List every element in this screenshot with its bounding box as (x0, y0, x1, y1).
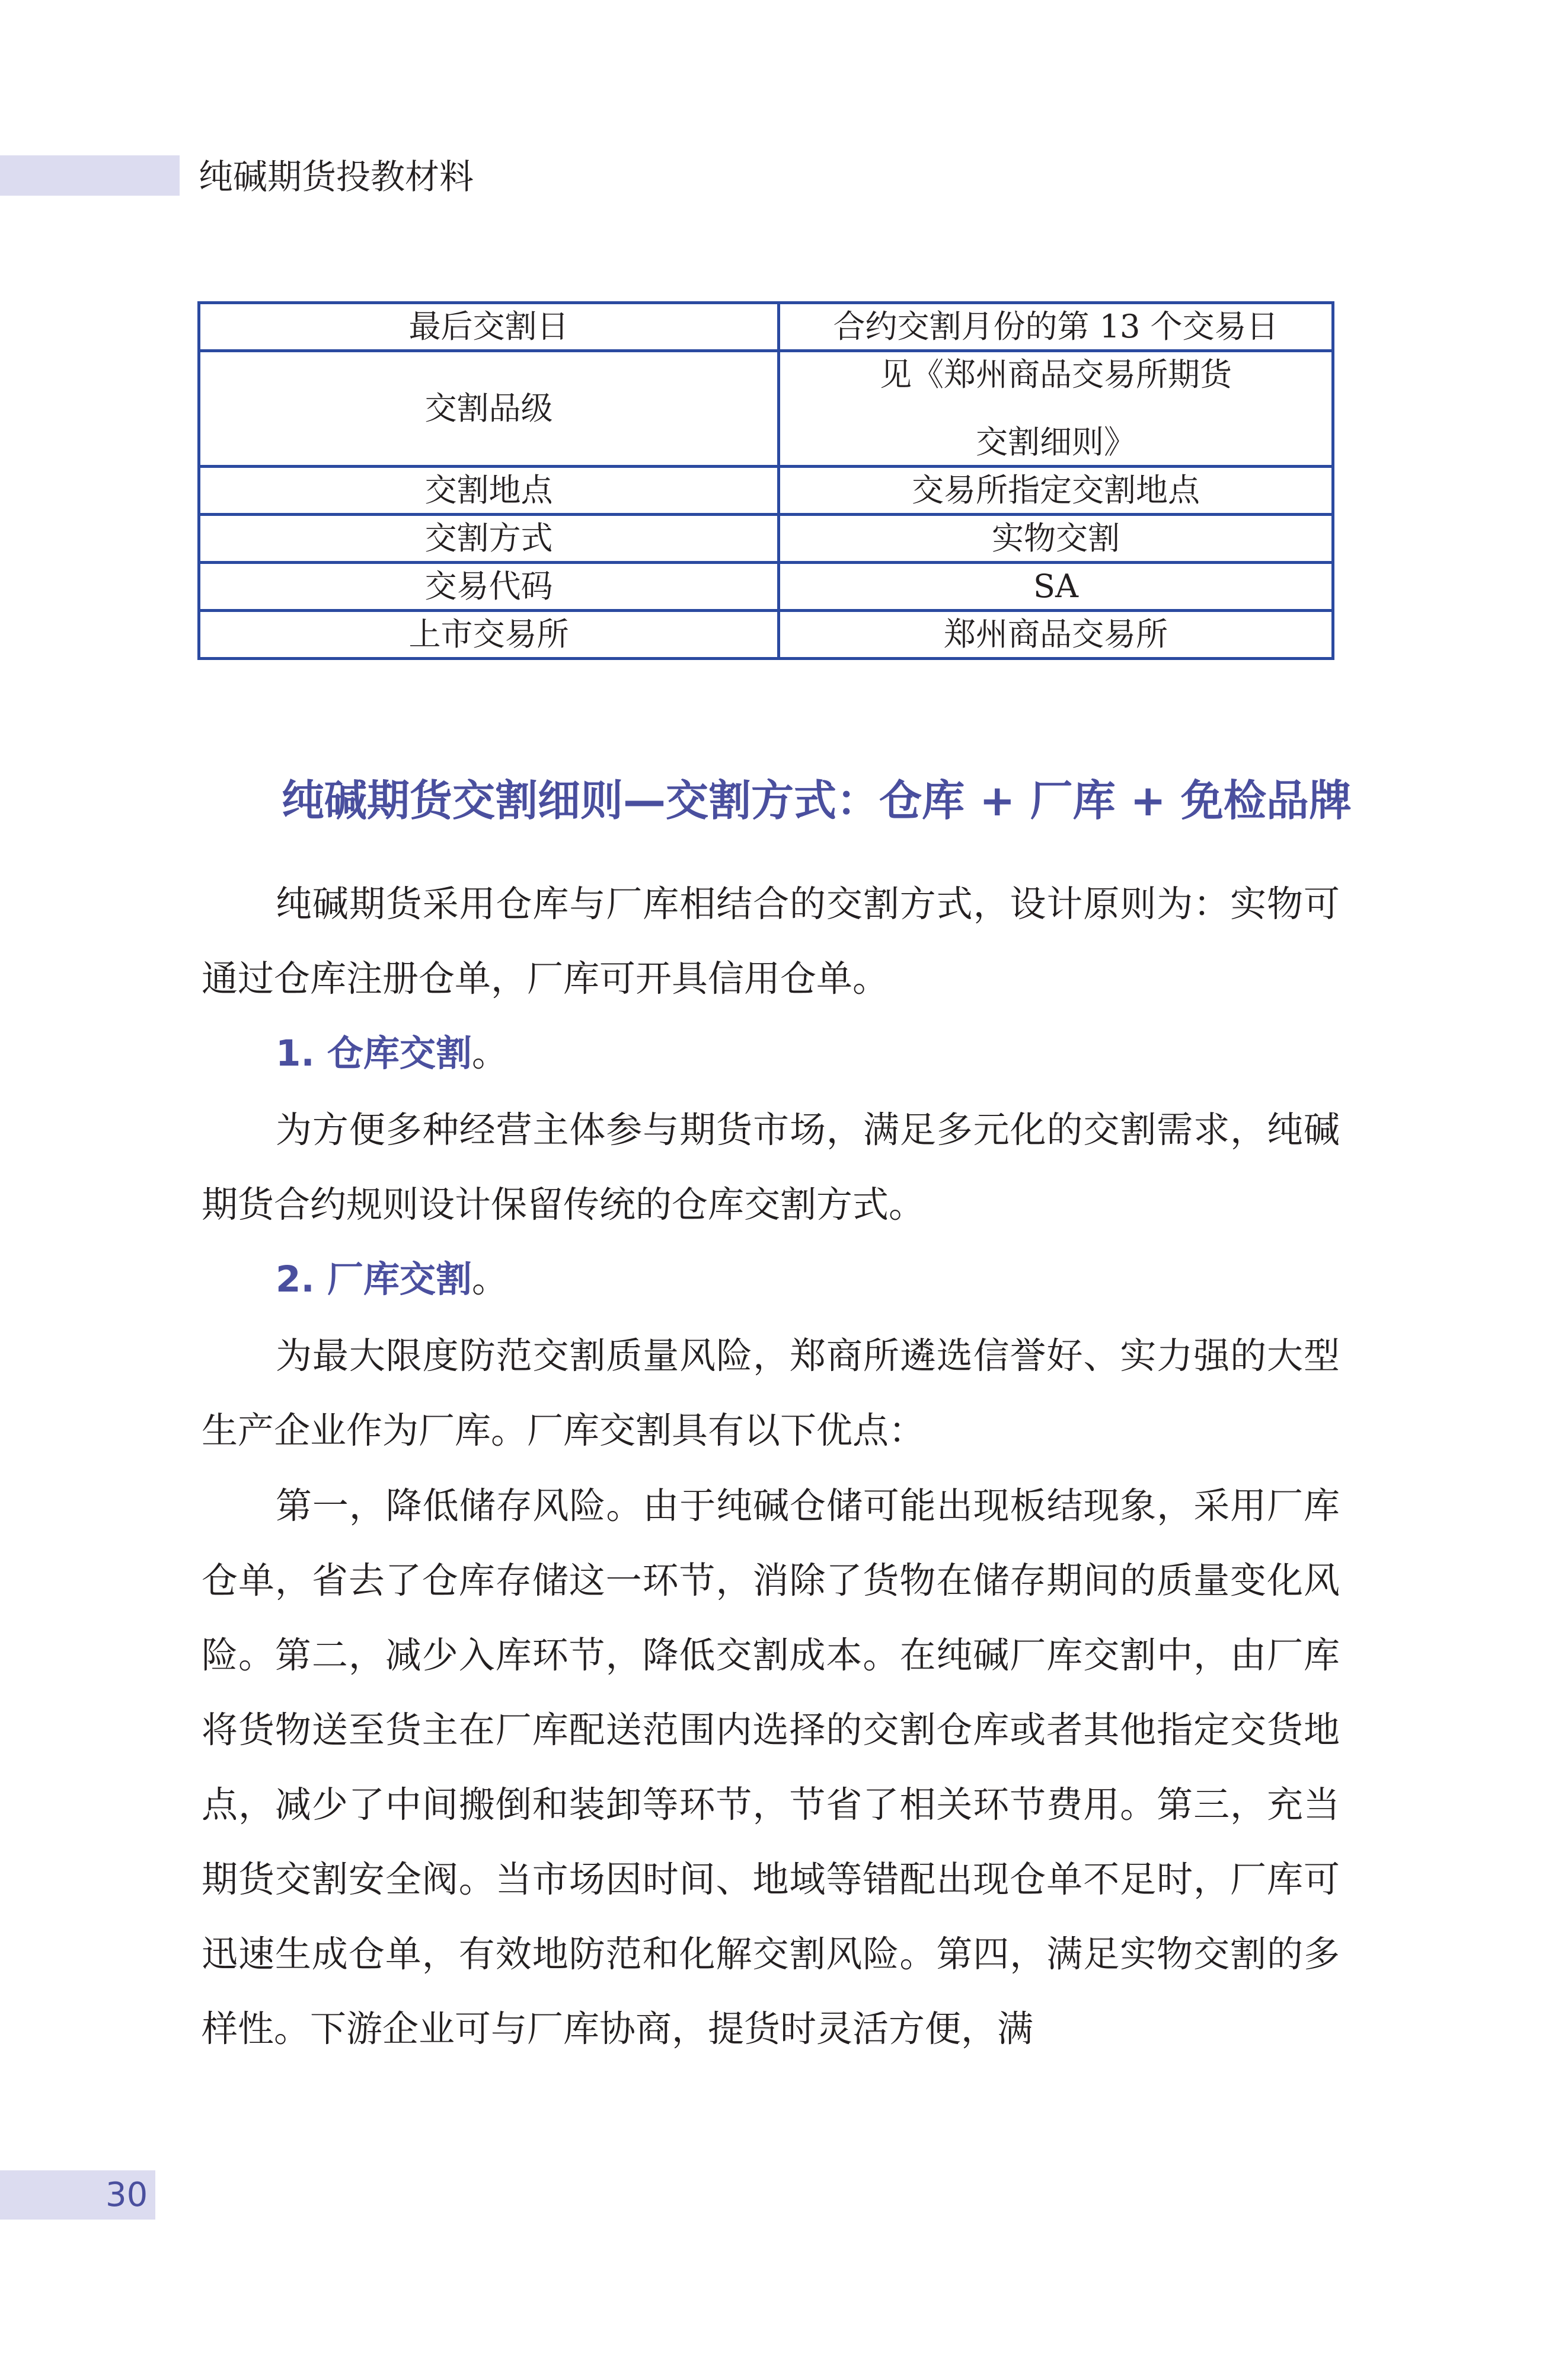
subheading-text: 2. 厂库交割 (276, 1258, 472, 1300)
table-cell-value-line: 交割细则》 (976, 423, 1136, 461)
table-cell-spacer (786, 397, 1326, 420)
table-cell-key: 交割地点 (199, 467, 779, 515)
subheading-warehouse-delivery (276, 1024, 508, 1083)
document-header-title: 纯碱期货投教材料 (199, 157, 474, 197)
subheading-text: 1. 仓库交割 (276, 1032, 472, 1075)
table-cell-value: 实物交割 (779, 515, 1333, 563)
table-row (199, 351, 1333, 467)
contract-spec-table (197, 301, 1334, 660)
subheading-punctuation: 。 (471, 1032, 508, 1075)
advantages-paragraph: 第一，降低储存风险。由于纯碱仓储可能出现板结现象，采用厂库仓单，省去了仓库存储这一环节，消除了货物在储存期间的质量变化风险。第二，减少入库环节，降低交割成本。在纯碱厂库交割中，由厂库将货物送至货主在厂库配送范围内选择的交割仓库或者其他指定交货地点，减少了中间搬倒和装卸等环节，节省了相关环节费用。第三，充当期货交割安全阀。当市场因时间、地域等错配出现仓单不足时，厂库可迅速生成仓单，有效地防范和化解交割风险。第四，满足实物交割的多样性。下游企业可与厂库协商，提货时灵活方便，满 (202, 1485, 1340, 2050)
table-row (199, 303, 1333, 351)
warehouse-paragraph: 为方便多种经营主体参与期货市场，满足多元化的交割需求，纯碱期货合约规则设计保留传统的仓库交割方式。 (202, 1109, 1340, 1226)
factory-paragraph: 为最大限度防范交割质量风险，郑商所遴选信誉好、实力强的大型生产企业作为厂库。厂库交割具有以下优点： (202, 1335, 1340, 1452)
table-cell-key: 交割方式 (199, 515, 779, 563)
table-row (199, 563, 1333, 611)
page-number: 30 (106, 2176, 148, 2214)
table-cell-value-line: 见《郑州商品交易所期货 (880, 356, 1232, 393)
subheading-punctuation: 。 (471, 1258, 508, 1300)
table-cell-value: 郑州商品交易所 (779, 611, 1333, 659)
table-cell-key: 交易代码 (199, 563, 779, 611)
table-cell-key: 交割品级 (199, 351, 779, 467)
section-title: 纯碱期货交割细则—交割方式：仓库 + 厂库 + 免检品牌 (282, 776, 1352, 825)
intro-paragraph: 纯碱期货采用仓库与厂库相结合的交割方式，设计原则为：实物可通过仓库注册仓单，厂库可开具信用仓单。 (202, 883, 1340, 1000)
table-row (199, 467, 1333, 515)
table-cell-value (779, 351, 1333, 467)
header-band (0, 155, 180, 196)
table-cell-value: 交易所指定交割地点 (779, 467, 1333, 515)
table-cell-key: 最后交割日 (199, 303, 779, 351)
subheading-factory-delivery (276, 1250, 508, 1309)
table-row (199, 515, 1333, 563)
table-row (199, 611, 1333, 659)
table-cell-value: 合约交割月份的第 13 个交易日 (779, 303, 1333, 351)
table-cell-value: SA (779, 563, 1333, 611)
table-cell-key: 上市交易所 (199, 611, 779, 659)
